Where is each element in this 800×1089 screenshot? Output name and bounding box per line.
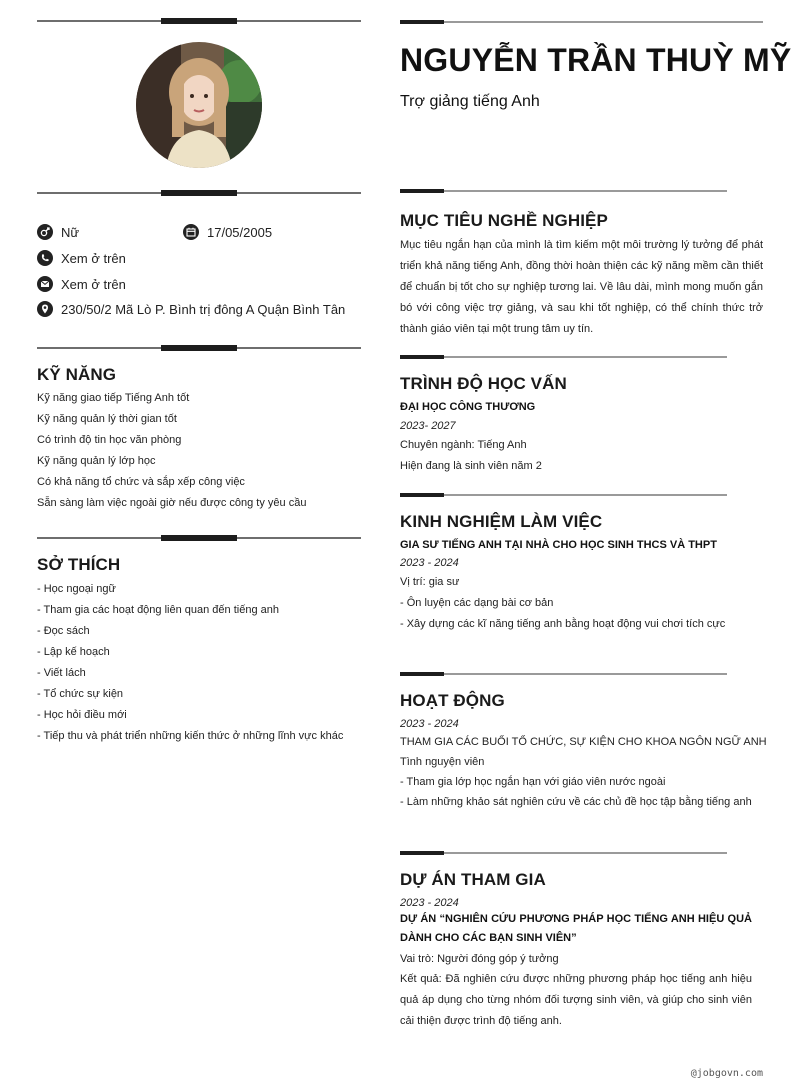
skill-item: Kỹ năng quản lý lớp học bbox=[37, 455, 156, 467]
experience-period: 2023 - 2024 bbox=[400, 557, 459, 569]
candidate-role: Trợ giảng tiếng Anh bbox=[400, 93, 540, 110]
location-icon bbox=[37, 301, 53, 317]
separator bbox=[400, 493, 727, 497]
separator bbox=[400, 20, 763, 24]
hobbies-title: SỞ THÍCH bbox=[37, 555, 121, 574]
experience-position: Vị trí: gia sư bbox=[400, 576, 460, 588]
hobby-item: - Lập kế hoạch bbox=[37, 646, 110, 658]
calendar-icon bbox=[183, 224, 199, 240]
education-title: TRÌNH ĐỘ HỌC VẤN bbox=[400, 374, 567, 393]
separator bbox=[400, 355, 727, 359]
education-school: ĐẠI HỌC CÔNG THƯƠNG bbox=[400, 401, 536, 413]
skill-item: Có khả năng tổ chức và sắp xếp công việc bbox=[37, 476, 245, 488]
objective-text: Mục tiêu ngắn hạn của mình là tìm kiếm một môi trường lý tưởng để phát triển khả năng tiếng Anh, đồng thời hoàn thiện các kỹ năng mềm cần thiết để chuẩn bị tốt cho sự nghiệp tương lai. Về lâu dài, mình mong muốn gắn bó với công việc trợ giảng, và sau khi tốt nghiệp, có thể chính thức trở thành giáo viên tại một trung tâm uy tín. bbox=[400, 239, 763, 335]
birthday-text: 17/05/2005 bbox=[207, 224, 273, 240]
phone-text: Xem ở trên bbox=[61, 250, 126, 266]
hobby-item: - Tham gia các hoạt động liên quan đến tiếng anh bbox=[37, 604, 279, 616]
email-text: Xem ở trên bbox=[61, 276, 126, 292]
separator bbox=[400, 189, 727, 193]
skills-list bbox=[37, 388, 306, 514]
separator bbox=[400, 851, 727, 855]
hobby-item: - Tổ chức sự kiện bbox=[37, 688, 124, 700]
separator bbox=[37, 345, 361, 351]
skills-title: KỸ NĂNG bbox=[37, 365, 117, 384]
phone-icon bbox=[37, 250, 53, 266]
address-text: 230/50/2 Mã Lò P. Bình trị đông A Quận Bình Tân bbox=[61, 301, 346, 317]
separator bbox=[37, 535, 361, 541]
projects-title: DỰ ÁN THAM GIA bbox=[400, 870, 546, 889]
gender-text: Nữ bbox=[61, 224, 80, 240]
skill-item: Kỹ năng quản lý thời gian tốt bbox=[37, 413, 177, 425]
birthday-row bbox=[183, 222, 272, 242]
activities-detail: - Làm những khảo sát nghiên cứu về các chủ đề học tập bằng tiếng anh bbox=[400, 796, 752, 808]
projects-period: 2023 - 2024 bbox=[400, 897, 459, 909]
skill-item: Sẵn sàng làm việc ngoài giờ nếu được công ty yêu cầu bbox=[37, 497, 307, 509]
email-icon bbox=[37, 276, 53, 292]
activities-detail: - Tham gia lớp học ngắn hạn với giáo viên nước ngoài bbox=[400, 776, 666, 788]
avatar bbox=[136, 42, 262, 168]
hobby-item: - Học ngoại ngữ bbox=[37, 583, 116, 595]
objective-title: MỤC TIÊU NGHỀ NGHIỆP bbox=[400, 211, 608, 230]
hobby-item: - Viết lách bbox=[37, 667, 86, 679]
separator bbox=[37, 190, 361, 196]
activities-title: HOẠT ĐỘNG bbox=[400, 691, 505, 710]
hobby-item: - Học hỏi điều mới bbox=[37, 709, 127, 721]
experience-title: KINH NGHIỆM LÀM VIỆC bbox=[400, 512, 603, 531]
separator bbox=[400, 672, 727, 676]
address-row bbox=[37, 299, 345, 319]
education-period: 2023- 2027 bbox=[400, 420, 456, 432]
separator bbox=[37, 18, 361, 24]
education-status: Hiện đang là sinh viên năm 2 bbox=[400, 460, 542, 472]
hobby-item: - Đọc sách bbox=[37, 625, 90, 637]
experience-company: GIA SƯ TIẾNG ANH TẠI NHÀ CHO HỌC SINH THCS VÀ THPT bbox=[400, 539, 717, 551]
gender-icon bbox=[37, 224, 53, 240]
skill-item: Kỹ năng giao tiếp Tiếng Anh tốt bbox=[37, 392, 190, 404]
hobby-item: - Tiếp thu và phát triển những kiến thức ở những lĩnh vực khác bbox=[37, 730, 344, 742]
experience-duty: - Xây dựng các kĩ năng tiếng anh bằng hoạt động vui chơi tích cực bbox=[400, 618, 726, 630]
project-result: Kết quả: Đã nghiên cứu được những phương pháp học tiếng anh hiệu quả áp dụng cho từng nhóm đối tượng sinh viên, và giúp cho sinh viên cải thiện được trình độ tiếng anh. bbox=[400, 973, 752, 1027]
education-major: Chuyên ngành: Tiếng Anh bbox=[400, 439, 527, 451]
skill-item: Có trình độ tin học văn phòng bbox=[37, 434, 182, 446]
activities-org: THAM GIA CÁC BUỔI TỔ CHỨC, SỰ KIỆN CHO KHOA NGÔN NGỮ ANH bbox=[400, 736, 767, 748]
candidate-name: NGUYỄN TRẦN THUỲ MỸ bbox=[400, 42, 792, 78]
activities-period: 2023 - 2024 bbox=[400, 718, 459, 730]
experience-duty: - Ôn luyện các dạng bài cơ bản bbox=[400, 597, 554, 609]
phone-row bbox=[37, 248, 126, 268]
gender-row bbox=[37, 222, 79, 242]
project-name: DỰ ÁN “NGHIÊN CỨU PHƯƠNG PHÁP HỌC TIẾNG ANH HIỆU QUẢ DÀNH CHO CÁC BẠN SINH VIÊN” bbox=[400, 913, 752, 944]
activities-role: Tình nguyện viên bbox=[400, 756, 485, 768]
project-role: Vai trò: Người đóng góp ý tưởng bbox=[400, 953, 559, 965]
hobbies-list bbox=[37, 579, 343, 747]
footer-brand: @jobgovn.com bbox=[690, 1068, 763, 1079]
email-row bbox=[37, 274, 126, 294]
